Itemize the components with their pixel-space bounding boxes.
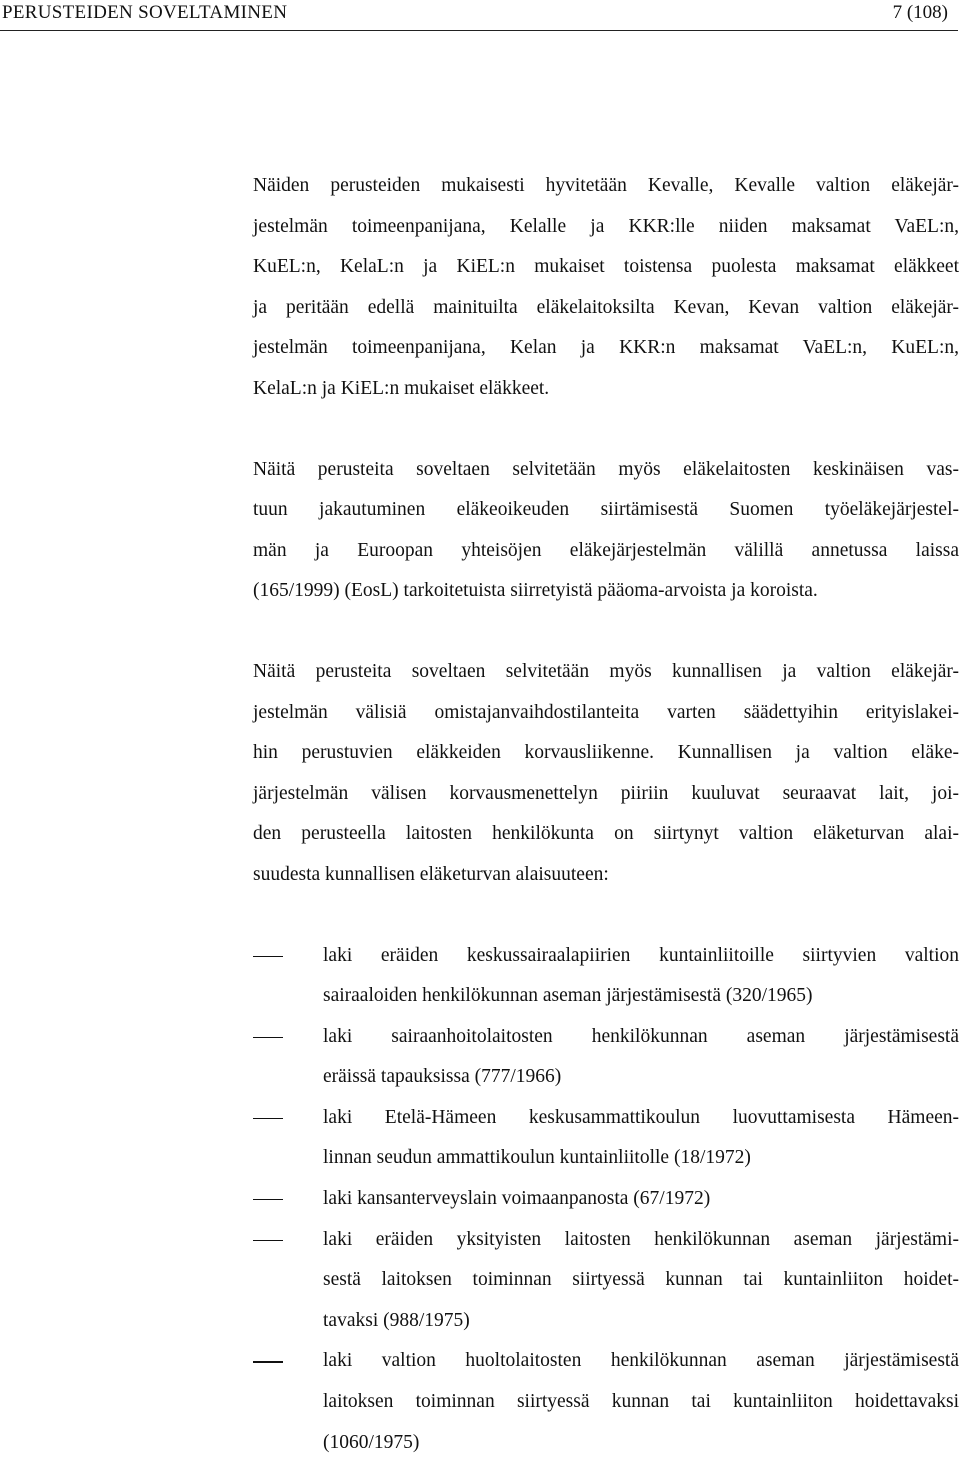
page-number: 7 (108) xyxy=(893,1,948,25)
text-line: KuEL:n, KelaL:n ja KiEL:n mukaiset toistensa puolesta maksamat eläkkeet xyxy=(253,247,959,288)
document-body xyxy=(253,166,959,1463)
list-item-line: laki eräiden yksityisten laitosten henkilökunnan aseman järjestämi- xyxy=(323,1220,959,1261)
paragraphs xyxy=(253,166,959,896)
list-item-line: laki valtion huoltolaitosten henkilökunnan aseman järjestämisestä xyxy=(323,1341,959,1382)
paragraph xyxy=(253,450,959,612)
list-item xyxy=(253,1179,959,1220)
text-line: Näiden perusteiden mukaisesti hyvitetään Kevalle, Kevalle valtion eläkejär- xyxy=(253,166,959,207)
list-item xyxy=(253,1220,959,1342)
list-item-line: sairaaloiden henkilökunnan aseman järjestämisestä (320/1965) xyxy=(323,976,959,1017)
list-item-line: eräissä tapauksissa (777/1966) xyxy=(323,1057,959,1098)
list-item-line: laki sairaanhoitolaitosten henkilökunnan aseman järjestämisestä xyxy=(323,1017,959,1058)
text-line: (165/1999) (EosL) tarkoitetuista siirretyistä pääoma-arvoista ja koroista. xyxy=(253,571,959,612)
text-line: suudesta kunnallisen eläketurvan alaisuuteen: xyxy=(253,855,959,896)
law-list xyxy=(253,936,959,1463)
document-title: PERUSTEIDEN SOVELTAMINEN xyxy=(2,1,287,25)
text-line: Näitä perusteita soveltaen selvitetään myös eläkelaitosten keskinäisen vas- xyxy=(253,450,959,491)
text-line: järjestelmän välisen korvausmenettelyn piiriin kuuluvat seuraavat lait, joi- xyxy=(253,774,959,815)
list-item-line: (1060/1975) xyxy=(323,1423,959,1463)
page-header xyxy=(0,0,958,31)
list-item xyxy=(253,1098,959,1179)
list-item-line: sestä laitoksen toiminnan siirtyessä kunnan tai kuntainliiton hoidet- xyxy=(323,1260,959,1301)
list-item xyxy=(253,1017,959,1098)
text-line: den perusteella laitosten henkilökunta on siirtynyt valtion eläketurvan alai- xyxy=(253,814,959,855)
list-item-line: laitoksen toiminnan siirtyessä kunnan tai kuntainliiton hoidettavaksi xyxy=(323,1382,959,1423)
text-line: jestelmän toimeenpanijana, Kelan ja KKR:n maksamat VaEL:n, KuEL:n, xyxy=(253,328,959,369)
text-line: Näitä perusteita soveltaen selvitetään myös kunnallisen ja valtion eläkejär- xyxy=(253,652,959,693)
list-item-line: tavaksi (988/1975) xyxy=(323,1301,959,1342)
list-item-line: laki kansanterveyslain voimaanpanosta (67/1972) xyxy=(323,1179,959,1220)
list-item xyxy=(253,936,959,1017)
text-line: män ja Euroopan yhteisöjen eläkejärjestelmän välillä annetussa laissa xyxy=(253,531,959,572)
list-item-line: laki Etelä-Hämeen keskusammattikoulun luovuttamisesta Hämeen- xyxy=(323,1098,959,1139)
list-item xyxy=(253,1341,959,1463)
text-line: tuun jakautuminen eläkeoikeuden siirtämisestä Suomen työeläkejärjestel- xyxy=(253,490,959,531)
paragraph xyxy=(253,652,959,896)
list-item-line: laki eräiden keskussairaalapiirien kuntainliitoille siirtyvien valtion xyxy=(323,936,959,977)
text-line: ja peritään edellä mainituilta eläkelaitoksilta Kevan, Kevan valtion eläkejär- xyxy=(253,288,959,329)
text-line: jestelmän välisiä omistajanvaihdostilanteita varten säädettyihin erityislakei- xyxy=(253,693,959,734)
text-line: KelaL:n ja KiEL:n mukaiset eläkkeet. xyxy=(253,369,959,410)
paragraph xyxy=(253,166,959,410)
list-item-line: linnan seudun ammattikoulun kuntainliitolle (18/1972) xyxy=(323,1138,959,1179)
text-line: jestelmän toimeenpanijana, Kelalle ja KKR:lle niiden maksamat VaEL:n, xyxy=(253,207,959,248)
text-line: hin perustuvien eläkkeiden korvausliikenne. Kunnallisen ja valtion eläke- xyxy=(253,733,959,774)
